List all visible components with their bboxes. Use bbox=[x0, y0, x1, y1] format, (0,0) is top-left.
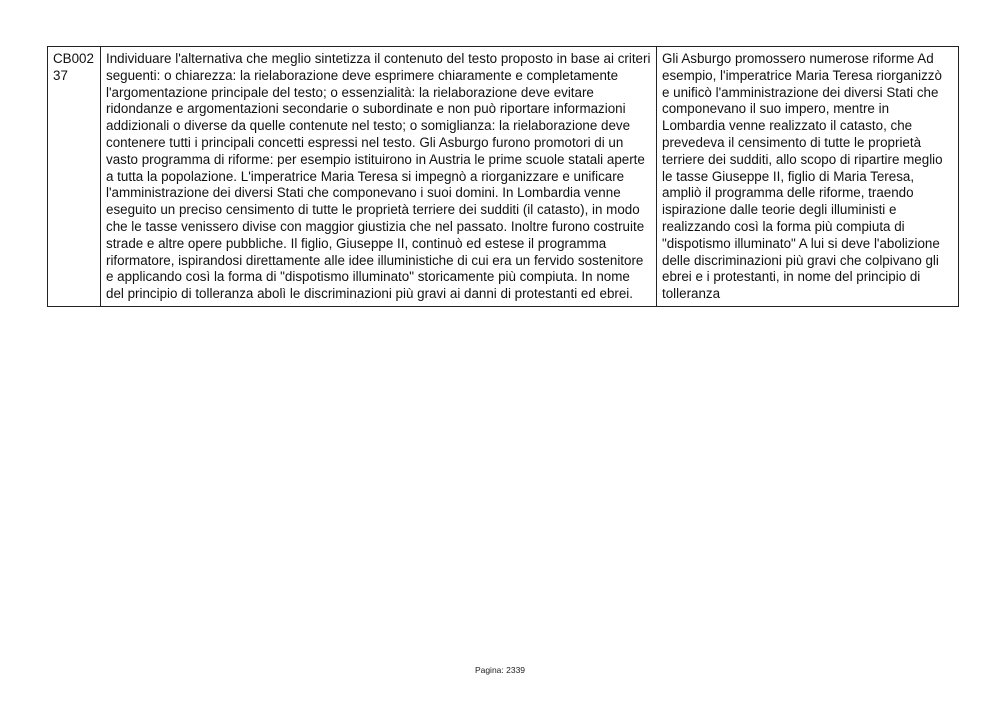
question-text-cell: Individuare l'alternativa che meglio sintetizza il contenuto del testo proposto in base ai criteri seguenti: o chiarezza: la rielaborazione deve esprimere chiaramente e completamente l'argomentazione principale del testo; o essenzialità: la rielaborazione deve evitare ridondanze e argomentazioni secondarie o subordinate e non può riportare informazioni addizionali o diverse da quelle contenute nel testo; o somiglianza: la rielaborazione deve contenere tutti i principali concetti espressi nel testo. Gli Asburgo furono promotori di un vasto programma di riforme: per esempio istituirono in Austria le prime scuole statali aperte a tutta la popolazione. L'imperatrice Maria Teresa si impegnò a riorganizzare e unificare l'amministrazione dei diversi Stati che componevano i suoi domini. In Lombardia venne eseguito un preciso censimento di tutte le proprietà terriere dei sudditi (il catasto), in modo che le tasse venissero divise con maggior giustizia che nel passato. Inoltre furono costruite strade e altre opere pubbliche. Il figlio, Giuseppe II, continuò ed estese il programma riformatore, ispirandosi direttamente alle idee illuministiche di cui era un fervido sostenitore e applicando così la forma di "dispotismo illuminato" storicamente più compiuta. In nome del principio di tolleranza abolì le discriminazioni più gravi ai danni di protestanti ed ebrei. bbox=[101, 47, 657, 307]
question-code-cell: CB00237 bbox=[48, 47, 101, 307]
question-table bbox=[47, 46, 959, 307]
table-row bbox=[48, 47, 959, 307]
page-number: Pagina: 2339 bbox=[474, 665, 526, 675]
answer-text-cell: Gli Asburgo promossero numerose riforme Ad esempio, l'imperatrice Maria Teresa riorganizzò e unificò l'amministrazione dei diversi Stati che componevano il suo impero, mentre in Lombardia venne realizzato il catasto, che prevedeva il censimento di tutte le proprietà terriere dei sudditi, allo scopo di ripartire meglio le tasse Giuseppe II, figlio di Maria Teresa, ampliò il programma delle riforme, traendo ispirazione dalle teorie degli illuministi e realizzando così la forma più compiuta di "dispotismo illuminato" A lui si deve l'abolizione delle discriminazioni più gravi che colpivano gli ebrei e i protestanti, in nome del principio di tolleranza bbox=[657, 47, 959, 307]
